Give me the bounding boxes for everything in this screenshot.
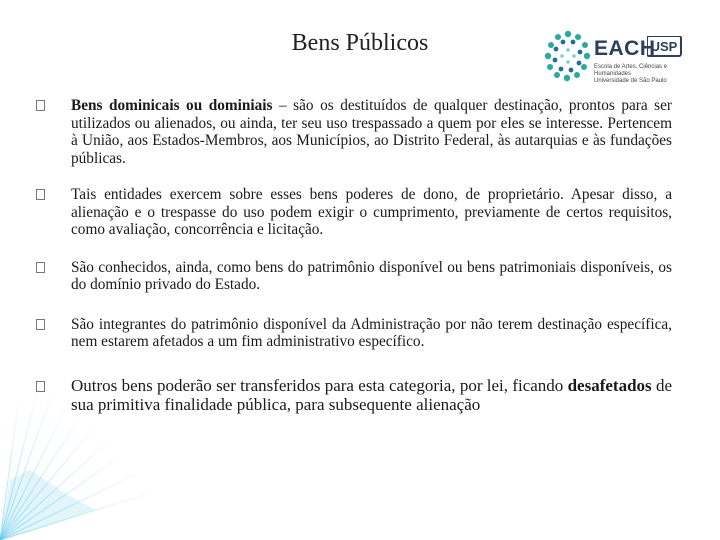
bullet-text-end: de sua primitiva finalidade pública, para subsequente alienação bbox=[71, 375, 672, 414]
bullet-item bbox=[36, 316, 672, 351]
each-ring-icon bbox=[544, 28, 592, 84]
bullet-bold-lead: Bens dominicais ou dominiais bbox=[71, 97, 273, 114]
logo-subtitle-line-1: Escola de Artes, Ciências e Humanidades bbox=[594, 64, 668, 77]
logo-subtitle-line-2: Universidade de São Paulo bbox=[594, 78, 667, 84]
bullet-marker-icon bbox=[36, 100, 45, 111]
bullet-text: São integrantes do patrimônio disponível da Administração por não terem destinação específica, nem estarem afetados a um fim administrativo específico. bbox=[71, 315, 672, 350]
bullet-bold-word: desafetados bbox=[567, 375, 652, 395]
bullet-list bbox=[36, 97, 672, 415]
bullet-marker-icon bbox=[36, 319, 45, 330]
bullet-item bbox=[36, 186, 672, 239]
slide-title: Bens Públicos bbox=[291, 30, 429, 56]
logo-brand-text: EACH bbox=[594, 37, 656, 60]
bullet-item bbox=[36, 97, 672, 167]
each-usp-logo bbox=[544, 28, 684, 84]
bullet-text: – são os destituídos de qualquer destinação, prontos para ser utilizados ou alienados, ou ainda, ter seu uso trespassado a quem por eles se interesse. Pertencem à União, aos Estados-Membros, aos Municípios, ao Distrito Federal, às autarquias e às fundações públicas. bbox=[71, 97, 672, 167]
bullet-item bbox=[36, 259, 672, 294]
bullet-text: Outros bens poderão ser transferidos para esta categoria, por lei, ficando bbox=[71, 375, 568, 395]
bullet-text: São conhecidos, ainda, como bens do patrimônio disponível ou bens patrimoniais disponíveis, os do domínio privado do Estado. bbox=[71, 258, 672, 293]
logo-subtitle bbox=[594, 64, 684, 85]
usp-wordmark-icon bbox=[647, 36, 683, 58]
bullet-text: Tais entidades exercem sobre esses bens poderes de dono, de proprietário. Apesar disso, a alienação e o trespasse do uso podem exigir o cumprimento, previamente de certos requisitos, como avaliação, concorrência e licitação. bbox=[71, 186, 672, 238]
bullet-marker-icon bbox=[36, 262, 45, 273]
usp-wordmark-text: USP bbox=[650, 39, 678, 54]
bullet-marker-icon bbox=[36, 189, 45, 200]
light-rays-decoration bbox=[0, 380, 170, 540]
